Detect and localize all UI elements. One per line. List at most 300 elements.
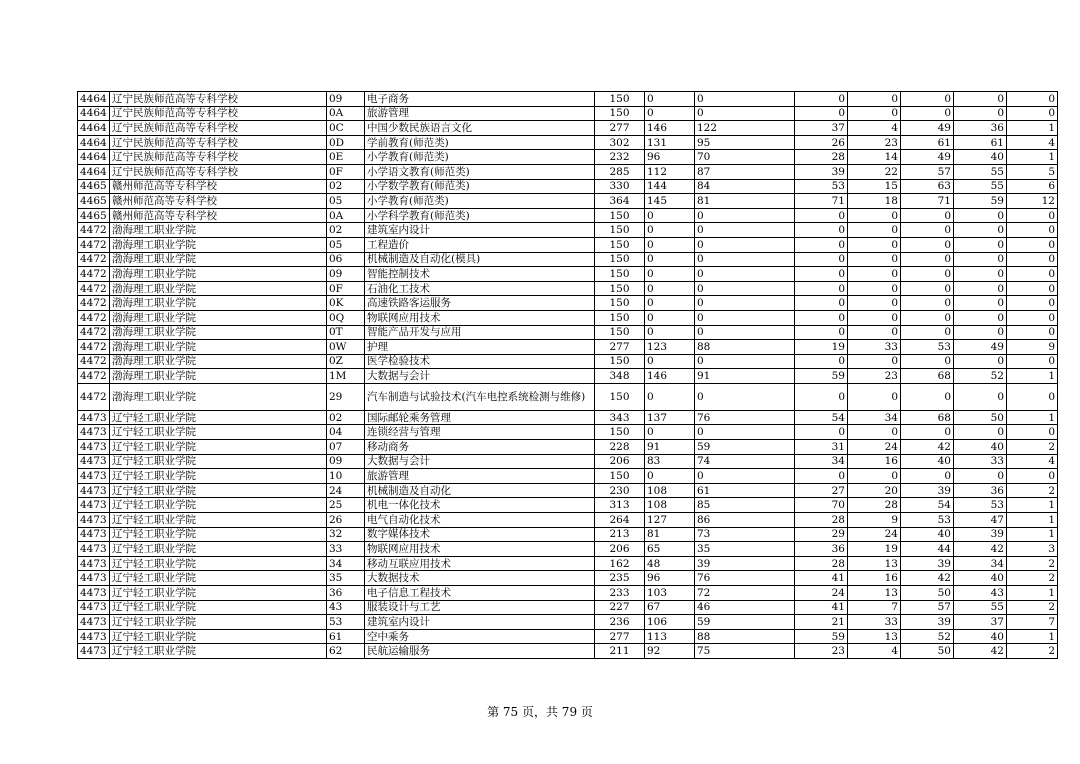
col-11-cell: 59 bbox=[954, 194, 1007, 209]
col-9-cell: 23 bbox=[848, 369, 901, 384]
table-row bbox=[78, 454, 1058, 469]
col-10-cell: 0 bbox=[901, 223, 954, 238]
plan-count-cell: 236 bbox=[595, 615, 645, 630]
col-8-cell: 28 bbox=[795, 513, 848, 528]
col-9-cell: 15 bbox=[848, 179, 901, 194]
col-11-cell: 0 bbox=[954, 106, 1007, 121]
col-8-cell: 23 bbox=[795, 644, 848, 659]
school-name-cell: 渤海理工职业学院 bbox=[110, 383, 327, 410]
school-name-cell: 辽宁轻工职业学院 bbox=[110, 469, 327, 484]
school-code-cell: 4465 bbox=[78, 194, 110, 209]
col-10-cell: 0 bbox=[901, 354, 954, 369]
major-code-cell: 33 bbox=[327, 542, 365, 557]
school-code-cell: 4472 bbox=[78, 354, 110, 369]
col-10-cell: 0 bbox=[901, 237, 954, 252]
col-7-cell: 0 bbox=[695, 252, 795, 267]
school-code-cell: 4473 bbox=[78, 600, 110, 615]
table-row bbox=[78, 644, 1058, 659]
col-9-cell: 19 bbox=[848, 542, 901, 557]
major-code-cell: 29 bbox=[327, 383, 365, 410]
col-6-cell: 106 bbox=[645, 615, 695, 630]
col-9-cell: 0 bbox=[848, 325, 901, 340]
plan-count-cell: 206 bbox=[595, 454, 645, 469]
col-9-cell: 0 bbox=[848, 383, 901, 410]
col-11-cell: 37 bbox=[954, 615, 1007, 630]
plan-count-cell: 343 bbox=[595, 410, 645, 425]
col-8-cell: 59 bbox=[795, 369, 848, 384]
school-code-cell: 4472 bbox=[78, 369, 110, 384]
col-11-cell: 50 bbox=[954, 410, 1007, 425]
major-code-cell: 0K bbox=[327, 296, 365, 311]
col-10-cell: 44 bbox=[901, 542, 954, 557]
col-8-cell: 21 bbox=[795, 615, 848, 630]
school-name-cell: 辽宁民族师范高等专科学校 bbox=[110, 164, 327, 179]
plan-count-cell: 364 bbox=[595, 194, 645, 209]
col-8-cell: 31 bbox=[795, 440, 848, 455]
col-12-cell: 0 bbox=[1007, 296, 1058, 311]
col-6-cell: 91 bbox=[645, 440, 695, 455]
table-row bbox=[78, 440, 1058, 455]
table-row bbox=[78, 410, 1058, 425]
col-11-cell: 0 bbox=[954, 237, 1007, 252]
major-name-cell: 小学教育(师范类) bbox=[365, 194, 595, 209]
col-11-cell: 0 bbox=[954, 267, 1007, 282]
table-row bbox=[78, 164, 1058, 179]
col-8-cell: 0 bbox=[795, 354, 848, 369]
col-12-cell: 0 bbox=[1007, 252, 1058, 267]
col-8-cell: 0 bbox=[795, 237, 848, 252]
major-name-cell: 旅游管理 bbox=[365, 469, 595, 484]
col-12-cell: 1 bbox=[1007, 498, 1058, 513]
plan-count-cell: 150 bbox=[595, 354, 645, 369]
col-6-cell: 0 bbox=[645, 223, 695, 238]
col-10-cell: 42 bbox=[901, 571, 954, 586]
major-name-cell: 学前教育(师范类) bbox=[365, 135, 595, 150]
col-6-cell: 0 bbox=[645, 106, 695, 121]
col-12-cell: 2 bbox=[1007, 571, 1058, 586]
col-10-cell: 39 bbox=[901, 615, 954, 630]
school-name-cell: 渤海理工职业学院 bbox=[110, 369, 327, 384]
major-name-cell: 大数据与会计 bbox=[365, 454, 595, 469]
plan-count-cell: 150 bbox=[595, 237, 645, 252]
col-10-cell: 0 bbox=[901, 208, 954, 223]
col-10-cell: 0 bbox=[901, 469, 954, 484]
table-row bbox=[78, 383, 1058, 410]
col-7-cell: 0 bbox=[695, 296, 795, 311]
major-name-cell: 大数据与会计 bbox=[365, 369, 595, 384]
col-8-cell: 0 bbox=[795, 267, 848, 282]
col-10-cell: 40 bbox=[901, 454, 954, 469]
col-11-cell: 39 bbox=[954, 527, 1007, 542]
plan-count-cell: 150 bbox=[595, 469, 645, 484]
col-7-cell: 87 bbox=[695, 164, 795, 179]
plan-count-cell: 150 bbox=[595, 106, 645, 121]
major-name-cell: 机电一体化技术 bbox=[365, 498, 595, 513]
col-7-cell: 0 bbox=[695, 281, 795, 296]
col-6-cell: 0 bbox=[645, 267, 695, 282]
col-7-cell: 0 bbox=[695, 425, 795, 440]
plan-count-cell: 150 bbox=[595, 296, 645, 311]
col-7-cell: 122 bbox=[695, 121, 795, 136]
col-6-cell: 0 bbox=[645, 310, 695, 325]
col-8-cell: 0 bbox=[795, 296, 848, 311]
school-code-cell: 4465 bbox=[78, 179, 110, 194]
col-9-cell: 0 bbox=[848, 296, 901, 311]
col-7-cell: 0 bbox=[695, 354, 795, 369]
col-11-cell: 42 bbox=[954, 542, 1007, 557]
school-code-cell: 4464 bbox=[78, 92, 110, 107]
table-row bbox=[78, 194, 1058, 209]
col-10-cell: 53 bbox=[901, 513, 954, 528]
school-code-cell: 4473 bbox=[78, 527, 110, 542]
col-6-cell: 123 bbox=[645, 340, 695, 355]
col-10-cell: 39 bbox=[901, 556, 954, 571]
col-11-cell: 0 bbox=[954, 310, 1007, 325]
col-11-cell: 40 bbox=[954, 150, 1007, 165]
school-name-cell: 辽宁轻工职业学院 bbox=[110, 571, 327, 586]
col-11-cell: 49 bbox=[954, 340, 1007, 355]
major-name-cell: 服装设计与工艺 bbox=[365, 600, 595, 615]
major-name-cell: 民航运输服务 bbox=[365, 644, 595, 659]
col-7-cell: 35 bbox=[695, 542, 795, 557]
major-name-cell: 移动商务 bbox=[365, 440, 595, 455]
table-row bbox=[78, 252, 1058, 267]
school-name-cell: 辽宁民族师范高等专科学校 bbox=[110, 135, 327, 150]
major-code-cell: 05 bbox=[327, 237, 365, 252]
major-name-cell: 建筑室内设计 bbox=[365, 615, 595, 630]
school-code-cell: 4473 bbox=[78, 644, 110, 659]
major-code-cell: 34 bbox=[327, 556, 365, 571]
col-7-cell: 0 bbox=[695, 383, 795, 410]
major-name-cell: 智能控制技术 bbox=[365, 267, 595, 282]
col-7-cell: 88 bbox=[695, 629, 795, 644]
plan-count-cell: 233 bbox=[595, 586, 645, 601]
col-10-cell: 39 bbox=[901, 483, 954, 498]
table-row bbox=[78, 483, 1058, 498]
col-6-cell: 65 bbox=[645, 542, 695, 557]
major-code-cell: 0W bbox=[327, 340, 365, 355]
major-code-cell: 09 bbox=[327, 92, 365, 107]
col-12-cell: 0 bbox=[1007, 92, 1058, 107]
plan-count-cell: 150 bbox=[595, 383, 645, 410]
col-10-cell: 68 bbox=[901, 410, 954, 425]
school-name-cell: 辽宁民族师范高等专科学校 bbox=[110, 106, 327, 121]
major-name-cell: 建筑室内设计 bbox=[365, 223, 595, 238]
col-7-cell: 59 bbox=[695, 440, 795, 455]
col-9-cell: 13 bbox=[848, 556, 901, 571]
col-10-cell: 0 bbox=[901, 252, 954, 267]
plan-count-cell: 150 bbox=[595, 325, 645, 340]
col-11-cell: 55 bbox=[954, 600, 1007, 615]
major-code-cell: 43 bbox=[327, 600, 365, 615]
major-name-cell: 小学语文教育(师范类) bbox=[365, 164, 595, 179]
col-7-cell: 46 bbox=[695, 600, 795, 615]
col-8-cell: 39 bbox=[795, 164, 848, 179]
col-8-cell: 27 bbox=[795, 483, 848, 498]
table-row bbox=[78, 369, 1058, 384]
plan-count-cell: 150 bbox=[595, 281, 645, 296]
school-code-cell: 4472 bbox=[78, 252, 110, 267]
major-code-cell: 61 bbox=[327, 629, 365, 644]
major-name-cell: 旅游管理 bbox=[365, 106, 595, 121]
col-12-cell: 0 bbox=[1007, 310, 1058, 325]
col-12-cell: 1 bbox=[1007, 150, 1058, 165]
major-name-cell: 物联网应用技术 bbox=[365, 310, 595, 325]
page-footer: 第 75 页，共 79 页 bbox=[487, 705, 593, 719]
table-row bbox=[78, 571, 1058, 586]
col-12-cell: 12 bbox=[1007, 194, 1058, 209]
table-row bbox=[78, 542, 1058, 557]
plan-count-cell: 330 bbox=[595, 179, 645, 194]
col-9-cell: 28 bbox=[848, 498, 901, 513]
col-6-cell: 144 bbox=[645, 179, 695, 194]
col-6-cell: 0 bbox=[645, 469, 695, 484]
major-name-cell: 移动互联应用技术 bbox=[365, 556, 595, 571]
school-code-cell: 4473 bbox=[78, 498, 110, 513]
col-12-cell: 2 bbox=[1007, 556, 1058, 571]
plan-count-cell: 150 bbox=[595, 310, 645, 325]
school-name-cell: 辽宁轻工职业学院 bbox=[110, 527, 327, 542]
major-code-cell: 06 bbox=[327, 252, 365, 267]
school-code-cell: 4472 bbox=[78, 296, 110, 311]
plan-count-cell: 277 bbox=[595, 340, 645, 355]
col-11-cell: 36 bbox=[954, 121, 1007, 136]
col-10-cell: 53 bbox=[901, 340, 954, 355]
col-10-cell: 0 bbox=[901, 383, 954, 410]
col-7-cell: 74 bbox=[695, 454, 795, 469]
col-9-cell: 0 bbox=[848, 354, 901, 369]
school-name-cell: 辽宁轻工职业学院 bbox=[110, 556, 327, 571]
major-name-cell: 机械制造及自动化 bbox=[365, 483, 595, 498]
major-code-cell: 07 bbox=[327, 440, 365, 455]
col-7-cell: 86 bbox=[695, 513, 795, 528]
col-9-cell: 9 bbox=[848, 513, 901, 528]
school-name-cell: 辽宁轻工职业学院 bbox=[110, 410, 327, 425]
school-name-cell: 渤海理工职业学院 bbox=[110, 237, 327, 252]
col-6-cell: 0 bbox=[645, 425, 695, 440]
col-7-cell: 88 bbox=[695, 340, 795, 355]
col-10-cell: 42 bbox=[901, 440, 954, 455]
col-10-cell: 0 bbox=[901, 267, 954, 282]
col-12-cell: 9 bbox=[1007, 340, 1058, 355]
col-12-cell: 1 bbox=[1007, 121, 1058, 136]
col-12-cell: 0 bbox=[1007, 208, 1058, 223]
table-row bbox=[78, 600, 1058, 615]
col-7-cell: 81 bbox=[695, 194, 795, 209]
col-7-cell: 0 bbox=[695, 325, 795, 340]
col-12-cell: 1 bbox=[1007, 513, 1058, 528]
school-code-cell: 4473 bbox=[78, 483, 110, 498]
col-6-cell: 0 bbox=[645, 252, 695, 267]
col-11-cell: 0 bbox=[954, 281, 1007, 296]
plan-count-cell: 277 bbox=[595, 121, 645, 136]
table-row bbox=[78, 208, 1058, 223]
col-8-cell: 0 bbox=[795, 252, 848, 267]
col-12-cell: 1 bbox=[1007, 629, 1058, 644]
col-9-cell: 0 bbox=[848, 310, 901, 325]
col-10-cell: 63 bbox=[901, 179, 954, 194]
col-11-cell: 0 bbox=[954, 469, 1007, 484]
col-11-cell: 0 bbox=[954, 208, 1007, 223]
plan-count-cell: 277 bbox=[595, 629, 645, 644]
col-6-cell: 112 bbox=[645, 164, 695, 179]
school-name-cell: 渤海理工职业学院 bbox=[110, 281, 327, 296]
col-10-cell: 61 bbox=[901, 135, 954, 150]
col-9-cell: 4 bbox=[848, 644, 901, 659]
col-10-cell: 57 bbox=[901, 164, 954, 179]
school-code-cell: 4473 bbox=[78, 542, 110, 557]
col-9-cell: 0 bbox=[848, 469, 901, 484]
plan-count-cell: 227 bbox=[595, 600, 645, 615]
major-name-cell: 小学教育(师范类) bbox=[365, 150, 595, 165]
plan-count-cell: 313 bbox=[595, 498, 645, 513]
major-code-cell: 0C bbox=[327, 121, 365, 136]
table-row bbox=[78, 527, 1058, 542]
col-9-cell: 0 bbox=[848, 237, 901, 252]
school-code-cell: 4472 bbox=[78, 310, 110, 325]
col-9-cell: 13 bbox=[848, 629, 901, 644]
col-7-cell: 0 bbox=[695, 267, 795, 282]
col-10-cell: 57 bbox=[901, 600, 954, 615]
school-code-cell: 4473 bbox=[78, 556, 110, 571]
col-6-cell: 127 bbox=[645, 513, 695, 528]
table-row bbox=[78, 179, 1058, 194]
major-name-cell: 电子信息工程技术 bbox=[365, 586, 595, 601]
major-code-cell: 09 bbox=[327, 267, 365, 282]
col-12-cell: 2 bbox=[1007, 644, 1058, 659]
col-10-cell: 0 bbox=[901, 281, 954, 296]
col-9-cell: 0 bbox=[848, 267, 901, 282]
table-row bbox=[78, 223, 1058, 238]
plan-count-cell: 150 bbox=[595, 208, 645, 223]
col-6-cell: 113 bbox=[645, 629, 695, 644]
school-name-cell: 渤海理工职业学院 bbox=[110, 252, 327, 267]
school-name-cell: 辽宁民族师范高等专科学校 bbox=[110, 121, 327, 136]
col-12-cell: 0 bbox=[1007, 425, 1058, 440]
col-11-cell: 53 bbox=[954, 498, 1007, 513]
plan-count-cell: 206 bbox=[595, 542, 645, 557]
table-row bbox=[78, 498, 1058, 513]
col-11-cell: 0 bbox=[954, 383, 1007, 410]
col-6-cell: 0 bbox=[645, 354, 695, 369]
school-code-cell: 4464 bbox=[78, 150, 110, 165]
col-10-cell: 52 bbox=[901, 629, 954, 644]
plan-count-cell: 348 bbox=[595, 369, 645, 384]
col-6-cell: 83 bbox=[645, 454, 695, 469]
school-code-cell: 4473 bbox=[78, 469, 110, 484]
major-name-cell: 空中乘务 bbox=[365, 629, 595, 644]
plan-count-cell: 285 bbox=[595, 164, 645, 179]
school-code-cell: 4473 bbox=[78, 410, 110, 425]
table-row bbox=[78, 92, 1058, 107]
col-7-cell: 72 bbox=[695, 586, 795, 601]
col-8-cell: 0 bbox=[795, 281, 848, 296]
col-7-cell: 76 bbox=[695, 410, 795, 425]
col-8-cell: 59 bbox=[795, 629, 848, 644]
school-name-cell: 辽宁轻工职业学院 bbox=[110, 600, 327, 615]
major-name-cell: 连锁经营与管理 bbox=[365, 425, 595, 440]
col-8-cell: 41 bbox=[795, 571, 848, 586]
school-name-cell: 渤海理工职业学院 bbox=[110, 267, 327, 282]
major-code-cell: 0Q bbox=[327, 310, 365, 325]
major-code-cell: 0D bbox=[327, 135, 365, 150]
school-name-cell: 辽宁轻工职业学院 bbox=[110, 644, 327, 659]
col-8-cell: 28 bbox=[795, 556, 848, 571]
school-code-cell: 4472 bbox=[78, 383, 110, 410]
col-10-cell: 40 bbox=[901, 527, 954, 542]
col-7-cell: 0 bbox=[695, 223, 795, 238]
plan-count-cell: 264 bbox=[595, 513, 645, 528]
col-8-cell: 53 bbox=[795, 179, 848, 194]
school-name-cell: 赣州师范高等专科学校 bbox=[110, 208, 327, 223]
table-row bbox=[78, 354, 1058, 369]
col-8-cell: 0 bbox=[795, 106, 848, 121]
table-row bbox=[78, 615, 1058, 630]
col-11-cell: 0 bbox=[954, 354, 1007, 369]
col-9-cell: 0 bbox=[848, 92, 901, 107]
school-code-cell: 4464 bbox=[78, 106, 110, 121]
col-10-cell: 0 bbox=[901, 296, 954, 311]
col-9-cell: 4 bbox=[848, 121, 901, 136]
col-12-cell: 0 bbox=[1007, 267, 1058, 282]
table-body bbox=[78, 92, 1058, 659]
col-11-cell: 40 bbox=[954, 629, 1007, 644]
table-row bbox=[78, 556, 1058, 571]
col-11-cell: 42 bbox=[954, 644, 1007, 659]
plan-count-cell: 150 bbox=[595, 92, 645, 107]
table-row bbox=[78, 281, 1058, 296]
col-8-cell: 29 bbox=[795, 527, 848, 542]
col-12-cell: 0 bbox=[1007, 469, 1058, 484]
col-7-cell: 73 bbox=[695, 527, 795, 542]
col-7-cell: 0 bbox=[695, 310, 795, 325]
col-8-cell: 0 bbox=[795, 92, 848, 107]
table-row bbox=[78, 150, 1058, 165]
col-8-cell: 41 bbox=[795, 600, 848, 615]
col-9-cell: 24 bbox=[848, 527, 901, 542]
col-12-cell: 0 bbox=[1007, 281, 1058, 296]
school-code-cell: 4472 bbox=[78, 267, 110, 282]
col-9-cell: 33 bbox=[848, 615, 901, 630]
school-code-cell: 4472 bbox=[78, 223, 110, 238]
col-7-cell: 91 bbox=[695, 369, 795, 384]
col-9-cell: 18 bbox=[848, 194, 901, 209]
plan-count-cell: 211 bbox=[595, 644, 645, 659]
school-name-cell: 辽宁轻工职业学院 bbox=[110, 586, 327, 601]
admission-table bbox=[77, 91, 1058, 659]
major-code-cell: 35 bbox=[327, 571, 365, 586]
table-row bbox=[78, 267, 1058, 282]
major-code-cell: 0E bbox=[327, 150, 365, 165]
major-name-cell: 智能产品开发与应用 bbox=[365, 325, 595, 340]
col-9-cell: 22 bbox=[848, 164, 901, 179]
col-6-cell: 146 bbox=[645, 369, 695, 384]
school-name-cell: 渤海理工职业学院 bbox=[110, 310, 327, 325]
col-11-cell: 0 bbox=[954, 325, 1007, 340]
plan-count-cell: 232 bbox=[595, 150, 645, 165]
school-code-cell: 4473 bbox=[78, 440, 110, 455]
col-11-cell: 0 bbox=[954, 252, 1007, 267]
major-code-cell: 05 bbox=[327, 194, 365, 209]
col-6-cell: 103 bbox=[645, 586, 695, 601]
major-name-cell: 医学检验技术 bbox=[365, 354, 595, 369]
col-9-cell: 0 bbox=[848, 106, 901, 121]
col-9-cell: 24 bbox=[848, 440, 901, 455]
col-12-cell: 0 bbox=[1007, 354, 1058, 369]
col-9-cell: 0 bbox=[848, 208, 901, 223]
col-10-cell: 50 bbox=[901, 586, 954, 601]
school-code-cell: 4464 bbox=[78, 121, 110, 136]
